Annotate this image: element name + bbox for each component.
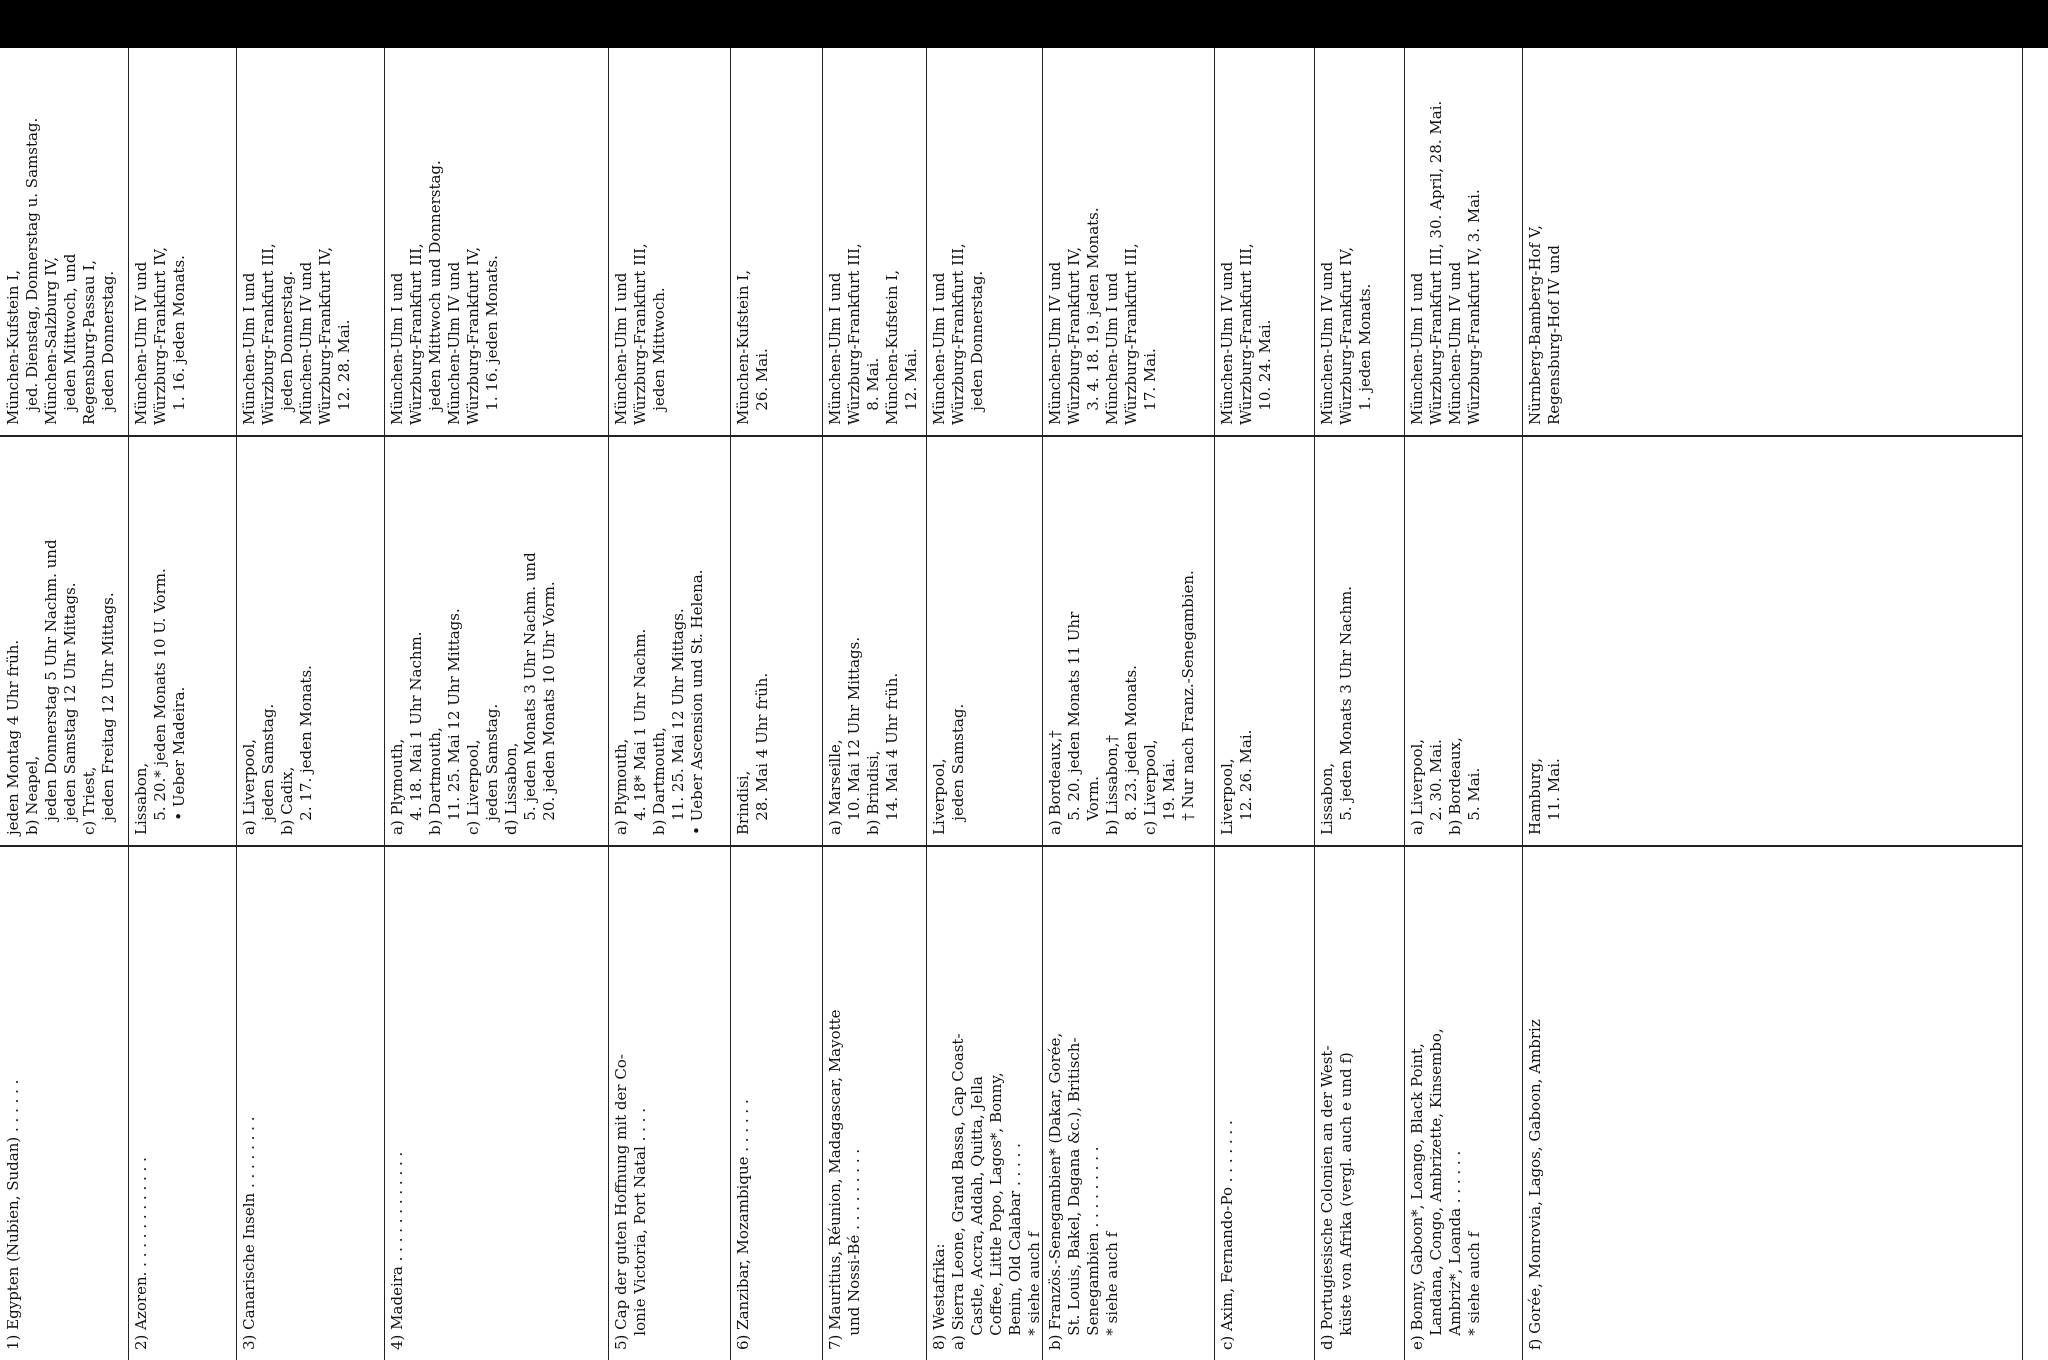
text-line: jeden Donnerstag. (968, 270, 986, 425)
rotated-schedule-page (0, 48, 2048, 1360)
text-line: 2. 30. Mai. (1427, 739, 1445, 835)
text-line: München-Ulm IV und (297, 261, 315, 425)
departure-port-cell (1214, 435, 1314, 845)
text-line: a) Marseille, (826, 739, 844, 835)
text-line: jed. Dienstag, Donnerstag u. Samstag. (23, 117, 41, 425)
schedule-row-egypten (0, 48, 129, 1360)
destination-cell (730, 845, 822, 1360)
text-line: 11. 25. Mai 12 Uhr Mittags. (445, 608, 463, 835)
text-line: München-Salzburg IV, (42, 257, 60, 425)
text-line: Würzburg-Frankfurt III, (631, 243, 649, 425)
schedule-row-westafrika (926, 48, 1043, 1360)
departure-port-cell (0, 435, 128, 845)
text-line: Brindisi, (734, 770, 752, 835)
destination-cell (1042, 845, 1214, 1360)
text-line: München-Ulm IV und (132, 261, 150, 425)
text-line: München-Ulm IV und (1318, 261, 1336, 425)
text-line: 4. 18. Mai 1 Uhr Nachm. (407, 631, 425, 835)
text-line: 4) Madeira . . . . . . . . . . . . (388, 1151, 406, 1350)
departure-port-cell (1404, 435, 1522, 845)
text-line: München-Ulm I und (388, 272, 406, 425)
schedule-row-azoren (128, 48, 237, 1360)
text-line: 1. jeden Monats. (1356, 283, 1374, 425)
text-line: 6) Zanzibar, Mozambique . . . . . . (734, 1099, 752, 1350)
text-line: c) Liverpool, (464, 739, 482, 835)
text-line: b) Neapel, (23, 755, 41, 835)
mail-route-cell (1314, 48, 1404, 435)
text-line: jeden Mittwoch, und (61, 253, 79, 425)
mail-route-cell (1522, 48, 2022, 435)
text-line: 1) Egypten (Nubien, Sudan) . . . . . . (4, 1079, 22, 1350)
mail-route-cell (1214, 48, 1314, 435)
text-line: Vorm. (1084, 776, 1102, 835)
text-line: b) Dartmouth, (426, 727, 444, 835)
text-line: Coffee, Little Popo, Lagos*, Bonny, (987, 1072, 1005, 1350)
destination-cell (128, 845, 236, 1360)
text-line: Landana, Congo, Ambrizette, Kinsembo, (1427, 1028, 1445, 1350)
text-line: b) Brindisi, (864, 750, 882, 835)
text-line: 1. 16. jeden Monats. (170, 255, 188, 425)
text-line: b) Dartmouth, (650, 727, 668, 835)
text-line: jeden Samstag 12 Uhr Mittags. (61, 582, 79, 835)
text-line: a) Liverpool, (240, 738, 258, 835)
text-line: 5. jeden Monats 3 Uhr Nachm. und (521, 552, 539, 835)
text-line: f) Gorée, Monrovia, Lagos, Gaboon, Ambriz (1526, 1019, 1544, 1350)
text-line: c) Triest, (80, 766, 98, 835)
text-line: 5. Mai. (1465, 767, 1483, 835)
text-line: und Nossi-Bé . . . . . . . . . (845, 1148, 863, 1350)
schedule-row-goree (1522, 48, 2023, 1360)
text-line: Nürnberg-Bamberg-Hof V, (1526, 225, 1544, 425)
text-line: Würzburg-Frankfurt IV, (151, 246, 169, 425)
text-line: 8. Mai. (864, 357, 882, 425)
text-line: a) Plymouth, (612, 738, 630, 835)
text-line: Würzburg-Frankfurt III, 30. April, 28. Mai. (1427, 100, 1445, 425)
text-line: Regensburg-Hof IV und (1545, 245, 1563, 425)
text-line: München-Ulm I und (826, 272, 844, 425)
departure-port-cell (384, 435, 608, 845)
text-line: 2. 17. jeden Monats. (297, 665, 315, 835)
text-line: Castle, Accra, Addah, Quitta, Jella (968, 1076, 986, 1350)
schedule-row-cap (608, 48, 731, 1360)
schedule-row-senegambien (1042, 48, 1215, 1360)
top-black-border (0, 0, 2048, 48)
text-line: 1. 16. jeden Monats. (483, 255, 501, 425)
text-line: e) Bonny, Gaboon*, Loango, Black Point, (1408, 1043, 1426, 1350)
departure-port-cell (1042, 435, 1214, 845)
text-line: Lissabon, (1318, 762, 1336, 835)
text-line: Senegambien . . . . . . . . . (1084, 1146, 1102, 1350)
departure-port-cell (608, 435, 730, 845)
text-line: Liverpool, (930, 758, 948, 835)
text-line: 5) Cap der guten Hoffnung mit der Co- (612, 1054, 630, 1350)
departure-port-cell (128, 435, 236, 845)
text-line: München-Ulm I und (1408, 272, 1426, 425)
text-line: München-Kufstein I, (4, 270, 22, 425)
text-line: Würzburg-Frankfurt III, (949, 243, 967, 425)
text-line: München-Ulm IV und (1218, 261, 1236, 425)
departure-port-cell (1522, 435, 2022, 845)
text-line: jeden Samstag. (483, 703, 501, 835)
text-line: München-Ulm I und (930, 272, 948, 425)
schedule-row-mauritius (822, 48, 927, 1360)
text-line: Würzburg-Frankfurt IV, (316, 246, 334, 425)
text-line: 11. Mai. (1545, 758, 1563, 835)
text-line: Würzburg-Frankfurt III, (407, 243, 425, 425)
departure-port-cell (236, 435, 384, 845)
destination-cell (1404, 845, 1522, 1360)
text-line: Würzburg-Frankfurt IV, (464, 246, 482, 425)
text-line: lonie Victoria, Port Natal . . . . (631, 1108, 649, 1350)
text-line: b) Cadix, (278, 766, 296, 835)
mail-route-cell (730, 48, 822, 435)
text-line: 8. 23. jeden Monats. (1122, 665, 1140, 835)
text-line: b) Bordeaux, (1446, 737, 1464, 835)
text-line: 20. jeden Monats 10 Uhr Vorm. (540, 581, 558, 835)
text-line: * siehe auch f (1025, 1231, 1043, 1350)
text-line: 12. 28. Mai. (335, 319, 353, 425)
text-line: 3. 4. 18. 19. jeden Monats. (1084, 207, 1102, 425)
schedule-row-canarische (236, 48, 385, 1360)
text-line: München-Kufstein I, (734, 270, 752, 425)
destination-cell (1214, 845, 1314, 1360)
text-line: München-Ulm I und (1103, 272, 1121, 425)
mail-route-cell (926, 48, 1042, 435)
mail-route-cell (0, 48, 128, 435)
text-line: Würzburg-Frankfurt IV, 3. Mai. (1465, 189, 1483, 425)
text-line: 8) Westafrika: (930, 1243, 948, 1350)
text-line: Würzburg-Frankfurt III, (1122, 243, 1140, 425)
text-line: Benin, Old Calabar . . . . . (1006, 1143, 1024, 1350)
text-line: 12. Mai. (902, 348, 920, 425)
text-line: 10. 24. Mai. (1256, 319, 1274, 425)
mail-route-cell (128, 48, 236, 435)
text-line: 2) Azoren. . . . . . . . . . . . . (132, 1157, 150, 1350)
schedule-row-bonny (1404, 48, 1523, 1360)
destination-cell (236, 845, 384, 1360)
text-line: Würzburg-Frankfurt III, (845, 243, 863, 425)
text-line: jeden Mittwoch. (650, 287, 668, 425)
text-line: jeden Freitag 12 Uhr Mittags. (99, 592, 117, 835)
text-line: d) Portugiesische Colonien an der West- (1318, 1045, 1336, 1350)
text-line: a) Liverpool, (1408, 738, 1426, 835)
mail-route-cell (608, 48, 730, 435)
text-line: • Ueber Ascension und St. Helena. (688, 569, 706, 835)
destination-cell (1314, 845, 1404, 1360)
destination-cell (608, 845, 730, 1360)
text-line: b) Lissabon,† (1103, 735, 1121, 835)
text-line: * siehe auch f (1465, 1231, 1483, 1350)
text-line: * siehe auch f (1103, 1231, 1121, 1350)
text-line: jeden Samstag. (259, 703, 277, 835)
schedule-row-zanzibar (730, 48, 823, 1360)
text-line: 3) Canarische Inseln . . . . . . . . (240, 1116, 258, 1350)
text-line: 14. Mai 4 Uhr früh. (883, 672, 901, 835)
text-line: c) Liverpool, (1141, 739, 1159, 835)
schedule-row-madeira (384, 48, 609, 1360)
text-line: 7) Mauritius, Réunion, Madagascar, Mayotte (826, 1009, 844, 1350)
text-line: Liverpool, (1218, 758, 1236, 835)
text-line: 28. Mai 4 Uhr früh. (753, 672, 771, 835)
text-line: Würzburg-Frankfurt IV, (1337, 246, 1355, 425)
text-line: Regensburg-Passau I, (80, 260, 98, 425)
departure-port-cell (730, 435, 822, 845)
text-line: jeden Donnerstag 5 Uhr Nachm. und (42, 539, 60, 835)
destination-cell (822, 845, 926, 1360)
text-line: München-Ulm IV und (445, 261, 463, 425)
text-line: a) Plymouth, (388, 738, 406, 835)
text-line: jeden Mittwoch und Donnerstag. (426, 160, 444, 425)
departure-port-cell (822, 435, 926, 845)
text-line: c) Axim, Fernando-Po . . . . . . . (1218, 1120, 1236, 1350)
text-line: 11. 25. Mai 12 Uhr Mittags. (669, 608, 687, 835)
text-line: Würzburg-Frankfurt IV, (1065, 246, 1083, 425)
destination-cell (1522, 845, 2022, 1360)
text-line: jeden Samstag. (949, 703, 967, 835)
text-line: d) Lissabon, (502, 742, 520, 835)
text-line: St. Louis, Bakel, Dagana &c.), Britisch- (1065, 1037, 1083, 1350)
text-line: jeden Donnerstag. (99, 270, 117, 425)
mail-route-cell (822, 48, 926, 435)
text-line: a) Sierra Leone, Grand Bassa, Cap Coast- (949, 1033, 967, 1350)
text-line: München-Ulm I und (240, 272, 258, 425)
text-line: a) Bordeaux,† (1046, 730, 1064, 835)
text-line: jeden Donnerstag. (278, 270, 296, 425)
text-line: küste von Afrika (vergl. auch e und f) (1337, 1052, 1355, 1350)
text-line: 10. Mai 12 Uhr Mittags. (845, 636, 863, 835)
text-line: München-Kufstein I, (883, 270, 901, 425)
text-line: 12. 26. Mai. (1237, 729, 1255, 835)
text-line: jeden Montag 4 Uhr früh. (4, 639, 22, 835)
text-line: † Nur nach Franz.-Senegambien. (1179, 570, 1197, 835)
departure-port-cell (1314, 435, 1404, 845)
text-line: Hamburg, (1526, 757, 1544, 835)
schedule-row-portugiesisch (1314, 48, 1405, 1360)
text-line: 5. 20.* jeden Monats 10 U. Vorm. (151, 568, 169, 835)
text-line: 5. 20. jeden Monats 11 Uhr (1065, 611, 1083, 835)
mail-route-cell (236, 48, 384, 435)
departure-port-cell (926, 435, 1042, 845)
destination-cell (926, 845, 1042, 1360)
text-line: 5. jeden Monats 3 Uhr Nachm. (1337, 586, 1355, 835)
destination-cell (384, 845, 608, 1360)
text-line: 17. Mai. (1141, 348, 1159, 425)
text-line: 19. Mai. (1160, 758, 1178, 835)
text-line: München-Ulm I und (612, 272, 630, 425)
mail-route-cell (1042, 48, 1214, 435)
text-line: München-Ulm IV und (1446, 261, 1464, 425)
schedule-row-axim (1214, 48, 1315, 1360)
text-line: 26. Mai. (753, 348, 771, 425)
text-line: b) Französ.-Senegambien* (Dakar, Gorée, (1046, 1032, 1064, 1350)
text-line: • Ueber Madeira. (170, 686, 188, 835)
mail-route-cell (1404, 48, 1522, 435)
text-line: 4. 18* Mai 1 Uhr Nachm. (631, 628, 649, 835)
text-line: Würzburg-Frankfurt III, (1237, 243, 1255, 425)
text-line: München-Ulm IV und (1046, 261, 1064, 425)
text-line: Würzburg-Frankfurt III, (259, 243, 277, 425)
mail-route-cell (384, 48, 608, 435)
text-line: Lissabon, (132, 762, 150, 835)
destination-cell (0, 845, 128, 1360)
text-line: Ambriz*, Loanda . . . . . . (1446, 1150, 1464, 1350)
